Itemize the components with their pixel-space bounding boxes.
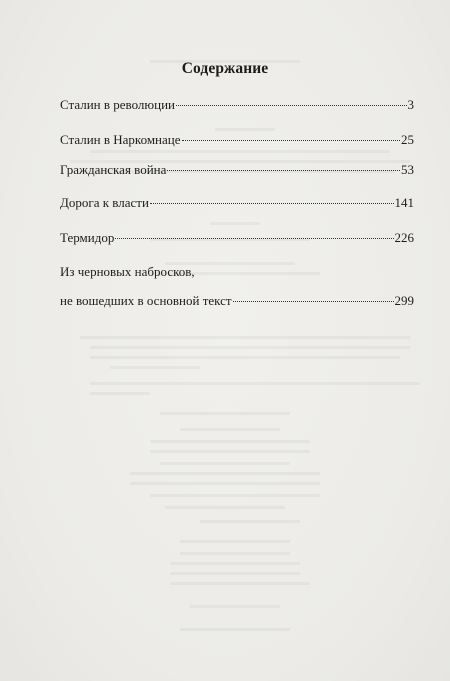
toc-leader-dots [176,105,407,106]
toc-entry-page: 53 [401,162,414,177]
toc-entry-title-line1: Из черновых набросков, [60,264,195,279]
toc-leader-dots [115,238,393,239]
toc-leader-dots [233,301,394,302]
toc-entry-title: Дорога к власти [60,195,149,210]
toc-entry-page: 141 [394,195,414,210]
toc-entry [60,230,414,246]
toc-entry-page: 299 [394,293,414,308]
toc-entry-title: Сталин в Наркомнаце [60,132,181,147]
toc-entry-page: 25 [401,132,414,147]
toc-entry-title: Сталин в революции [60,97,175,112]
toc-entry [60,132,414,148]
toc-entry-title: Гражданская война [60,162,167,177]
toc-entry [60,162,414,178]
toc-entry-title: Термидор [60,230,115,245]
toc-entry-title-line2: не вошедших в основной текст [60,293,232,308]
toc-leader-dots [182,140,400,141]
toc-entry-page: 3 [407,97,414,112]
toc-entry [60,293,414,309]
toc-leader-dots [167,170,400,171]
toc-entry [60,97,414,113]
toc-entry-page: 226 [394,230,414,245]
page-title: Содержание [181,60,269,77]
toc-leader-dots [150,203,394,204]
toc-entry [60,195,414,211]
